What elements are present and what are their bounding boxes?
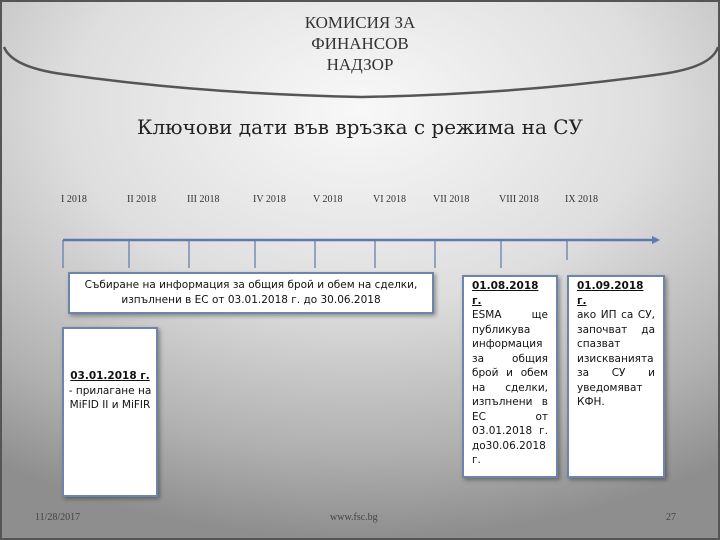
box-date: 03.01.2018 г. <box>70 370 150 382</box>
title-line: ФИНАНСОВ <box>311 34 409 53</box>
page-number: 27 <box>666 512 676 523</box>
collection-period-box <box>68 272 434 314</box>
title-line: КОМИСИЯ ЗА <box>304 13 416 32</box>
month-label: I 2018 <box>61 194 87 205</box>
box-text: - прилагане на MiFID II и MiFIR <box>68 384 152 411</box>
footer-url[interactable]: www.fsc.bg <box>330 512 378 523</box>
month-label: VI 2018 <box>373 194 407 205</box>
month-label: V 2018 <box>313 194 343 205</box>
mifid-box <box>62 327 158 497</box>
month-label: VIII 2018 <box>499 194 539 205</box>
box-text: ако ИП са СУ, започват да спазват изискванията за СУ и уведомяват КФН. <box>577 309 655 408</box>
box-text: Събиране на информация за общия брой и обем на сделки, изпълнени в ЕС от 03.01.2018 г. до 30.06.2018 <box>84 279 418 306</box>
timeline <box>2 2 718 302</box>
title-line: НАДЗОР <box>326 55 394 74</box>
slide-subtitle: Ключови дати във връзка с режима на СУ <box>136 115 583 139</box>
month-label: IX 2018 <box>565 194 599 205</box>
arrow-head-icon <box>652 236 660 244</box>
month-label: IV 2018 <box>253 194 286 205</box>
month-label: VII 2018 <box>433 194 470 205</box>
esma-box <box>462 275 558 478</box>
box-date: 01.08.2018 г. <box>472 280 539 307</box>
footer-date: 11/28/2017 <box>35 512 81 523</box>
month-label: III 2018 <box>187 194 220 205</box>
month-label: II 2018 <box>127 194 157 205</box>
box-text: ESMA ще публикува информация за общия брой и обем на сделки, изпълнени в ЕС от 03.01.2018 г. до30.06.2018 г. <box>472 309 548 466</box>
compliance-box <box>567 275 665 478</box>
box-date: 01.09.2018 г. <box>577 280 644 307</box>
